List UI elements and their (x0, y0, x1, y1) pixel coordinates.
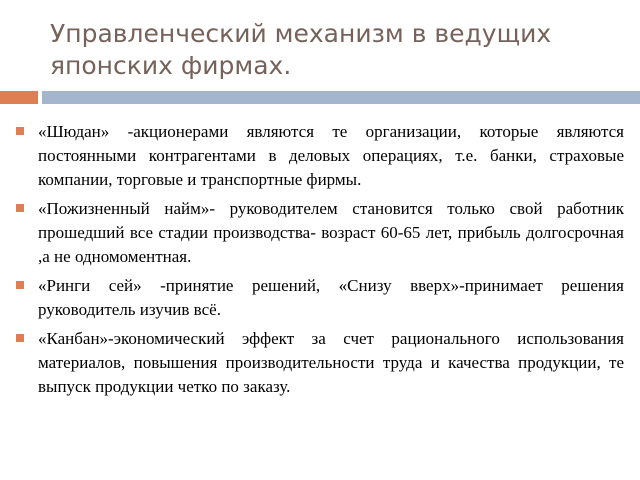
bullet-text: «Ринги сей» -принятие решений, «Снизу вверх»-принимает решения руководитель изучив всё. (38, 276, 624, 319)
bullet-item (16, 197, 624, 269)
square-bullet-icon (16, 204, 24, 212)
slide-title: Управленческий механизм в ведущих японских фирмах. (50, 19, 552, 80)
square-bullet-icon (16, 334, 24, 342)
bullet-text: «Канбан»-экономический эффект за счет рационального использования материалов, повышения производительности труда и качества продукции, те выпуск продукции четко по заказу. (38, 329, 624, 396)
accent-bar-blue (42, 91, 640, 104)
bullet-item (16, 120, 624, 192)
accent-bar-orange (0, 91, 38, 104)
bullet-text: «Шюдан» -акционерами являются те организации, которые являются постоянными контрагентами в деловых операциях, т.е. банки, страховые компании, торговые и транспортные фирмы. (38, 122, 624, 189)
bullet-list (16, 120, 624, 404)
bullet-item (16, 274, 624, 322)
bullet-text: «Пожизненный найм»- руководителем становится только свой работник прошедший все стадии производства- возраст 60-65 лет, прибыль долгосрочная ,а не одномоментная. (38, 199, 624, 266)
square-bullet-icon (16, 127, 24, 135)
square-bullet-icon (16, 281, 24, 289)
bullet-item (16, 327, 624, 399)
